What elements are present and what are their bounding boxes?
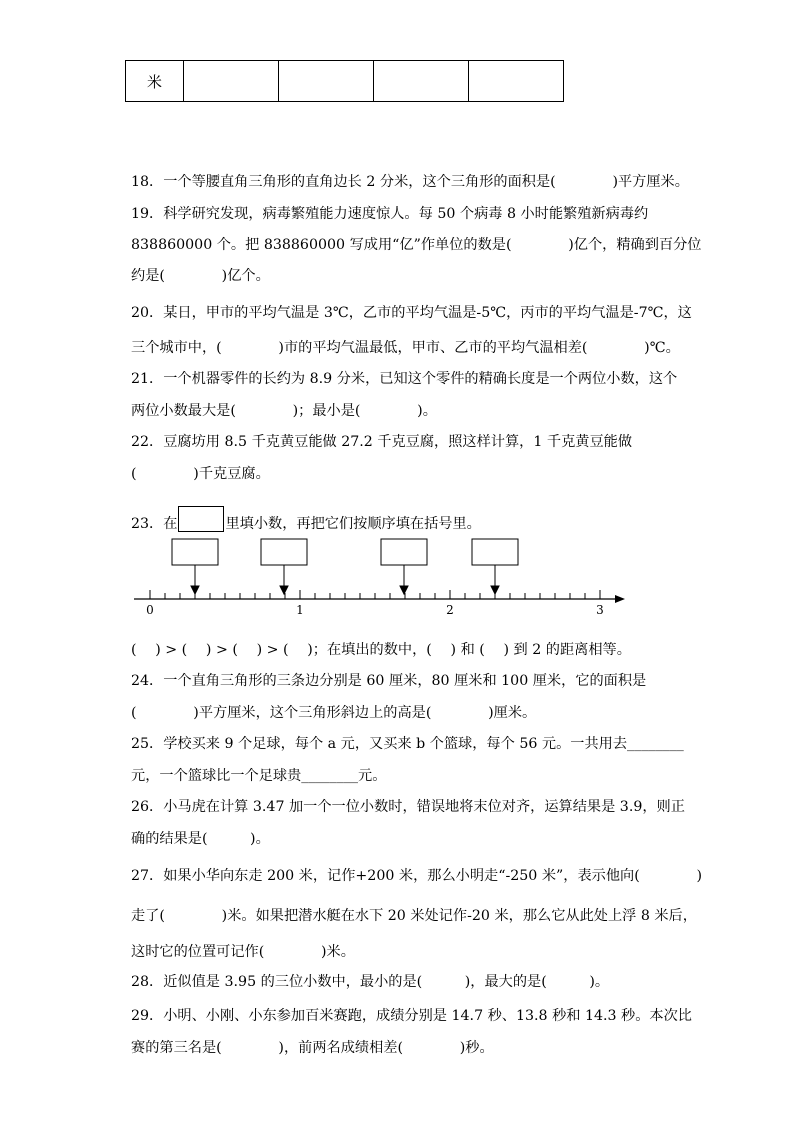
question-18: 18．一个等腰直角三角形的直角边长 2 分米，这个三角形的面积是( )平方厘米。 [131,174,689,190]
tick-label-2: 2 [446,603,454,617]
table-cell[interactable] [469,61,564,102]
pointer-arrows [191,565,499,594]
question-19-line-3: 约是( )亿个。 [131,268,270,284]
tick-label-1: 1 [296,603,304,617]
question-23-suffix: 里填小数，再把它们按顺序填在括号里。 [225,516,481,532]
question-26-line-1: 26．小马虎在计算 3.47 加一个一位小数时，错误地将末位对齐，运算结果是 3.9，则正 [131,799,685,815]
question-22-line-2: ( )千克豆腐。 [131,466,270,482]
question-25-line-2: 元，一个篮球比一个足球贵________元。 [131,768,387,784]
question-29-line-2: 赛的第三名是( )，前两名成绩相差( )秒。 [131,1040,494,1056]
answer-box-2[interactable] [261,539,307,565]
answer-box-4[interactable] [472,539,518,565]
question-27-line-2: 走了( )米。如果把潜水艇在水下 20 米处记作-20 米，那么它从此处上浮 8 米后， [131,908,697,924]
answer-box-3[interactable] [381,539,427,565]
answer-box-1[interactable] [172,539,218,565]
question-29-line-1: 29．小明、小刚、小东参加百米赛跑，成绩分别是 14.7 秒、13.8 秒和 14.3 秒。本次比 [131,1008,692,1024]
question-21-line-2: 两位小数最大是( )；最小是( )。 [131,403,437,419]
inline-blank-box [178,506,224,532]
answer-table [125,60,564,102]
question-20-line-1: 20．某日，甲市的平均气温是 3℃，乙市的平均气温是-5℃，丙市的平均气温是-7℃，这 [131,305,692,321]
question-26-line-2: 确的结果是( )。 [131,831,270,847]
number-line [0,530,794,620]
question-20-line-2: 三个城市中，( )市的平均气温最低，甲市、乙市的平均气温相差( )℃。 [131,340,680,356]
table-cell[interactable] [279,61,374,102]
tick-label-3: 3 [596,603,604,617]
question-19-line-2: 838860000 个。把 838860000 写成用“亿”作单位的数是( )亿个，精确到百分位 [131,237,702,253]
question-19-line-1: 19．科学研究发现，病毒繁殖能力速度惊人。每 50 个病毒 8 小时能繁殖新病毒约 [131,206,649,222]
question-24-line-1: 24．一个直角三角形的三条边分别是 60 厘米，80 厘米和 100 厘米，它的面积是 [131,673,647,689]
table-cell[interactable] [184,61,279,102]
question-24-line-2: ( )平方厘米，这个三角形斜边上的高是( )厘米。 [131,705,537,721]
question-27-line-3: 这时它的位置可记作( )米。 [131,944,355,960]
tick-marks [150,590,600,599]
question-28: 28．近似值是 3.95 的三位小数中，最小的是( )，最大的是( )。 [131,974,610,990]
tick-labels [146,603,604,617]
question-27-line-1: 27．如果小华向东走 200 米，记作+200 米，那么小明走“-250 米”，表示他向( ) [131,868,703,884]
table-cell-unit: 米 [126,61,184,102]
axis [134,595,625,603]
question-23-answer-line: ( ) > ( ) > ( ) > ( )；在填出的数中，( ) 和 ( ) 到 2 的距离相等。 [131,642,631,658]
question-23-prefix: 23．在 [131,516,178,532]
question-22-line-1: 22．豆腐坊用 8.5 千克黄豆能做 27.2 千克豆腐，照这样计算，1 千克黄豆能做 [131,434,633,450]
table-cell[interactable] [374,61,469,102]
table-row [126,61,564,102]
question-21-line-1: 21．一个机器零件的长约为 8.9 分米，已知这个零件的精确长度是一个两位小数，这个 [131,371,678,387]
tick-label-0: 0 [146,603,154,617]
question-25-line-1: 25．学校买来 9 个足球，每个 a 元，又买来 b 个篮球，每个 56 元。一共用去________ [131,736,684,752]
